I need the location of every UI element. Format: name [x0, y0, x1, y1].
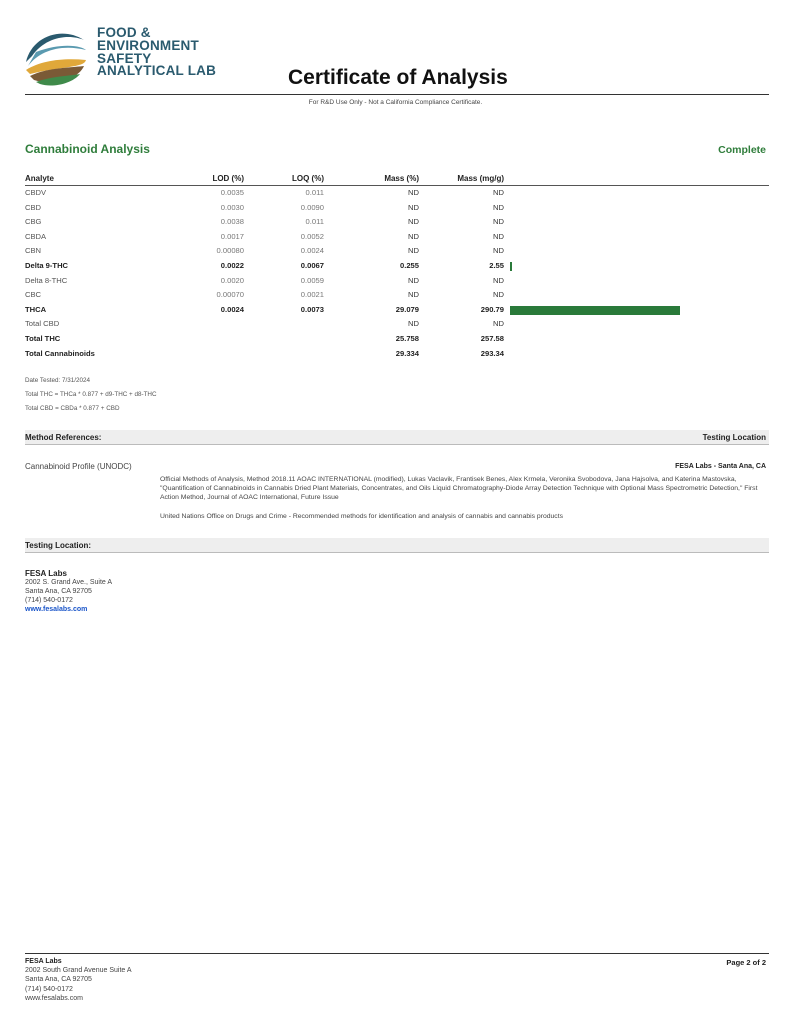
- lod-value: 0.00070: [216, 290, 244, 300]
- mass-percent-value: ND: [408, 217, 419, 227]
- analyte-name: Total CBD: [25, 319, 60, 329]
- column-header-mass-percent: Mass (%): [384, 174, 419, 183]
- mass-mg-value: 257.58: [480, 334, 504, 343]
- mass-mg-value: ND: [493, 217, 504, 227]
- page-number: Page 2 of 2: [726, 958, 766, 967]
- footer-address: [25, 957, 132, 1003]
- analyte-name: Total Cannabinoids: [25, 348, 95, 358]
- mass-percent-value: ND: [408, 231, 419, 241]
- header-divider: [25, 94, 769, 95]
- mass-percent-value: ND: [408, 188, 419, 197]
- mass-percent-value: 29.334: [395, 348, 419, 358]
- date-tested: Date Tested: 7/31/2024: [25, 377, 91, 384]
- address-line: 2002 S. Grand Ave., Suite A: [25, 579, 113, 586]
- mass-bar: [510, 262, 512, 271]
- mass-mg-value: ND: [493, 246, 504, 256]
- footer-address-line: 2002 South Grand Avenue Suite A: [25, 967, 132, 975]
- table-row: [0, 215, 791, 229]
- table-row: [0, 186, 791, 200]
- mass-percent-value: 0.255: [399, 261, 419, 270]
- lab-logo-wordmark: [97, 27, 216, 78]
- footer-divider: [25, 953, 769, 954]
- analyte-name: Total THC: [25, 334, 61, 343]
- mass-mg-value: 2.55: [489, 261, 504, 270]
- loq-value: 0.0052: [300, 231, 324, 241]
- analyte-name: CBD: [25, 202, 42, 212]
- table-row: [0, 288, 791, 302]
- table-row: [0, 274, 791, 288]
- table-row: [0, 317, 791, 331]
- mass-mg-value: ND: [493, 231, 504, 241]
- mass-percent-value: 25.758: [395, 334, 419, 343]
- method-references-heading: Method References:: [25, 433, 102, 442]
- disclaimer: For R&D Use Only - Not a California Compliance Certificate.: [308, 99, 483, 106]
- footer-lab-name: FESA Labs: [25, 958, 62, 965]
- analyte-name: CBDA: [25, 231, 47, 241]
- lab-logo-icon: [22, 22, 88, 88]
- footer-phone: (714) 540-0172: [25, 985, 73, 993]
- total-cbd-formula: Total CBD = CBDa * 0.877 + CBD: [25, 405, 120, 412]
- column-header-lod: LOD (%): [212, 174, 244, 183]
- table-row: [0, 259, 791, 273]
- footer-website: www.fesalabs.com: [25, 994, 83, 1002]
- analyte-name: THCA: [25, 304, 47, 314]
- mass-percent-value: ND: [408, 202, 419, 212]
- lod-value: 0.0038: [220, 217, 244, 227]
- lab-name: FESA Labs: [25, 569, 67, 578]
- method-name: Cannabinoid Profile (UNODC): [25, 462, 132, 471]
- loq-value: 0.0024: [300, 246, 324, 256]
- mass-bar: [510, 306, 680, 315]
- method-reference: United Nations Office on Drugs and Crime - Recommended methods for identification and analysis of cannabis and cannabis products: [160, 513, 563, 520]
- loq-value: 0.0021: [300, 290, 324, 300]
- loq-value: 0.0090: [300, 202, 324, 212]
- analyte-name: Delta 9-THC: [25, 261, 69, 270]
- mass-percent-value: ND: [408, 275, 419, 285]
- mass-mg-value: ND: [493, 202, 504, 212]
- column-header-loq: LOQ (%): [292, 174, 324, 183]
- lod-value: 0.0017: [220, 231, 244, 241]
- analyte-name: CBC: [25, 290, 42, 300]
- analysis-title: Cannabinoid Analysis: [25, 142, 150, 156]
- analyte-name: CBN: [25, 246, 42, 256]
- table-row: [0, 244, 791, 258]
- website-link[interactable]: www.fesalabs.com: [25, 606, 88, 613]
- loq-value: 0.0073: [300, 304, 324, 314]
- mass-percent-value: ND: [408, 290, 419, 300]
- testing-location-heading: Testing Location: [702, 433, 766, 442]
- logo-line: ANALYTICAL LAB: [97, 63, 217, 79]
- testing-location-address: [25, 569, 112, 614]
- testing-location-band: [25, 538, 769, 553]
- logo-line: ENVIRONMENT: [97, 37, 199, 53]
- footer-address-line: Santa Ana, CA 92705: [25, 976, 92, 984]
- mass-mg-value: ND: [493, 319, 504, 329]
- total-thc-formula: Total THC = THCa * 0.877 + d9-THC + d8-THC: [25, 391, 157, 398]
- loq-value: 0.0059: [300, 275, 324, 285]
- table-row: [0, 303, 791, 317]
- loq-value: 0.011: [305, 217, 324, 227]
- method-location: FESA Labs - Santa Ana, CA: [675, 463, 766, 470]
- mass-mg-value: ND: [493, 188, 504, 197]
- mass-percent-value: 29.079: [395, 304, 419, 314]
- analyte-name: Delta 8-THC: [25, 275, 68, 285]
- mass-mg-value: ND: [493, 290, 504, 300]
- mass-mg-value: ND: [493, 275, 504, 285]
- mass-mg-value: 293.34: [480, 348, 504, 358]
- analysis-status: Complete: [718, 144, 766, 156]
- table-row: [0, 347, 791, 361]
- column-header-mass-mg: Mass (mg/g): [457, 174, 504, 183]
- logo-line: FOOD &: [97, 25, 151, 40]
- document-title: Certificate of Analysis: [288, 66, 508, 89]
- analyte-name: CBDV: [25, 188, 47, 197]
- method-reference: Official Methods of Analysis, Method 2018.11 AOAC INTERNATIONAL (modified), Lukas Vaclavik, Frantisek Benes, Alex Krmela, Veronika Svobodova, Jana Hajsolva, and Katerina Mastovska, "Quantification of Cannabinoids in Cannabis Dried Plant Materials, Concentrates, and Oils Liquid Chromatography-Diode Array Detection Technique with Optional Mass Spectrometric Detection," First Action Method, Journal of AOAC International, Future Issue: [160, 476, 758, 501]
- testing-location-band-heading: Testing Location:: [25, 541, 92, 550]
- table-row: [0, 332, 791, 346]
- mass-percent-value: ND: [408, 246, 419, 256]
- lod-value: 0.0030: [220, 202, 244, 212]
- table-row: [0, 201, 791, 215]
- mass-percent-value: ND: [408, 319, 419, 329]
- loq-value: 0.0067: [300, 261, 324, 270]
- lod-value: 0.00080: [216, 246, 244, 256]
- lod-value: 0.0024: [220, 304, 244, 314]
- lod-value: 0.0020: [220, 275, 244, 285]
- phone-number: (714) 540-0172: [25, 597, 73, 604]
- address-line: Santa Ana, CA 92705: [25, 588, 92, 595]
- loq-value: 0.011: [305, 188, 324, 197]
- lod-value: 0.0035: [220, 188, 244, 197]
- lod-value: 0.0022: [220, 261, 244, 270]
- column-header-analyte: Analyte: [25, 174, 54, 183]
- mass-mg-value: 290.79: [480, 304, 504, 314]
- analyte-name: CBG: [25, 217, 42, 227]
- table-row: [0, 230, 791, 244]
- logo-line: SAFETY: [97, 50, 152, 66]
